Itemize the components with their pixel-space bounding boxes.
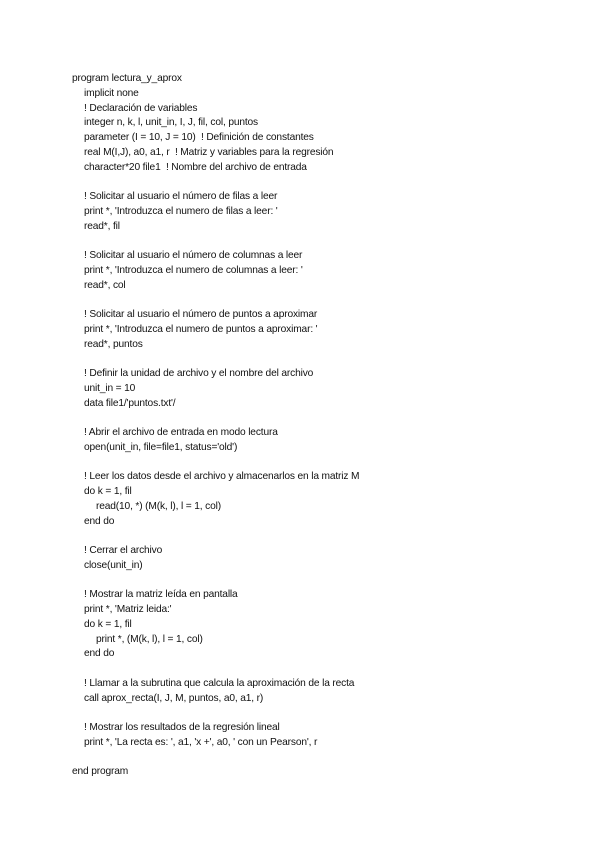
code-line: ! Solicitar al usuario el número de columnas a leer <box>84 250 303 261</box>
blank-line <box>72 411 582 426</box>
code-line: read*, col <box>84 279 126 291</box>
code-line: character*20 file1 ! Nombre del archivo de entrada <box>84 161 307 173</box>
code-line: call aprox_recta(I, J, M, puntos, a0, a1, r) <box>84 692 264 704</box>
code-line: ! Llamar a la subrutina que calcula la aproximación de la recta <box>84 677 355 689</box>
code-line: read*, fil <box>84 220 120 232</box>
code-line: end do <box>84 648 115 660</box>
blank-line <box>72 751 582 766</box>
code-line: implicit none <box>84 87 139 99</box>
code-line: print *, 'Matriz leida:' <box>84 604 172 615</box>
blank-line <box>72 352 582 367</box>
code-line: ! Definir la unidad de archivo y el nombre del archivo <box>84 368 314 379</box>
code-line: close(unit_in) <box>84 559 143 571</box>
code-line: parameter (I = 10, J = 10) ! Definición de constantes <box>84 132 314 143</box>
code-line: print *, 'La recta es: ', a1, 'x +', a0, ' con un Pearson', r <box>84 736 318 748</box>
blank-line <box>72 234 582 249</box>
code-line: print *, 'Introduzca el numero de filas a leer: ' <box>84 205 278 217</box>
code-line: ! Mostrar la matriz leída en pantalla <box>84 589 238 601</box>
code-line: ! Declaración de variables <box>84 102 198 114</box>
blank-line <box>72 456 582 471</box>
code-line: end program <box>72 766 129 778</box>
code-line: ! Solicitar al usuario el número de filas a leer <box>84 191 278 202</box>
code-line: ! Abrir el archivo de entrada en modo lectura <box>84 427 278 438</box>
code-line: do k = 1, fil <box>84 486 132 497</box>
code-listing <box>72 72 582 780</box>
code-line: read*, puntos <box>84 338 143 350</box>
blank-line <box>72 706 582 721</box>
code-line: open(unit_in, file=file1, status='old') <box>84 441 238 453</box>
code-line: read(10, *) (M(k, l), l = 1, col) <box>96 500 221 512</box>
code-line: print *, (M(k, l), l = 1, col) <box>96 633 203 645</box>
code-line: ! Mostrar los resultados de la regresión lineal <box>84 722 280 733</box>
code-line: end do <box>84 515 115 527</box>
blank-line <box>72 662 582 677</box>
code-line: program lectura_y_aprox <box>72 73 182 84</box>
code-line: print *, 'Introduzca el numero de puntos a aproximar: ' <box>84 323 318 335</box>
blank-line <box>72 293 582 308</box>
blank-line <box>72 175 582 190</box>
code-line: ! Cerrar el archivo <box>84 545 163 556</box>
code-line: real M(I,J), a0, a1, r ! Matriz y variables para la regresión <box>84 146 334 158</box>
code-line: ! Leer los datos desde el archivo y almacenarlos en la matriz M <box>84 471 360 483</box>
code-line: data file1/'puntos.txt'/ <box>84 397 176 409</box>
code-line: unit_in = 10 <box>84 382 136 394</box>
code-line: print *, 'Introduzca el numero de columnas a leer: ' <box>84 264 303 276</box>
blank-line <box>72 574 582 589</box>
code-line: ! Solicitar al usuario el número de puntos a aproximar <box>84 309 318 320</box>
code-line: integer n, k, l, unit_in, I, J, fil, col, puntos <box>84 117 259 129</box>
code-line: do k = 1, fil <box>84 618 132 630</box>
blank-line <box>72 529 582 544</box>
